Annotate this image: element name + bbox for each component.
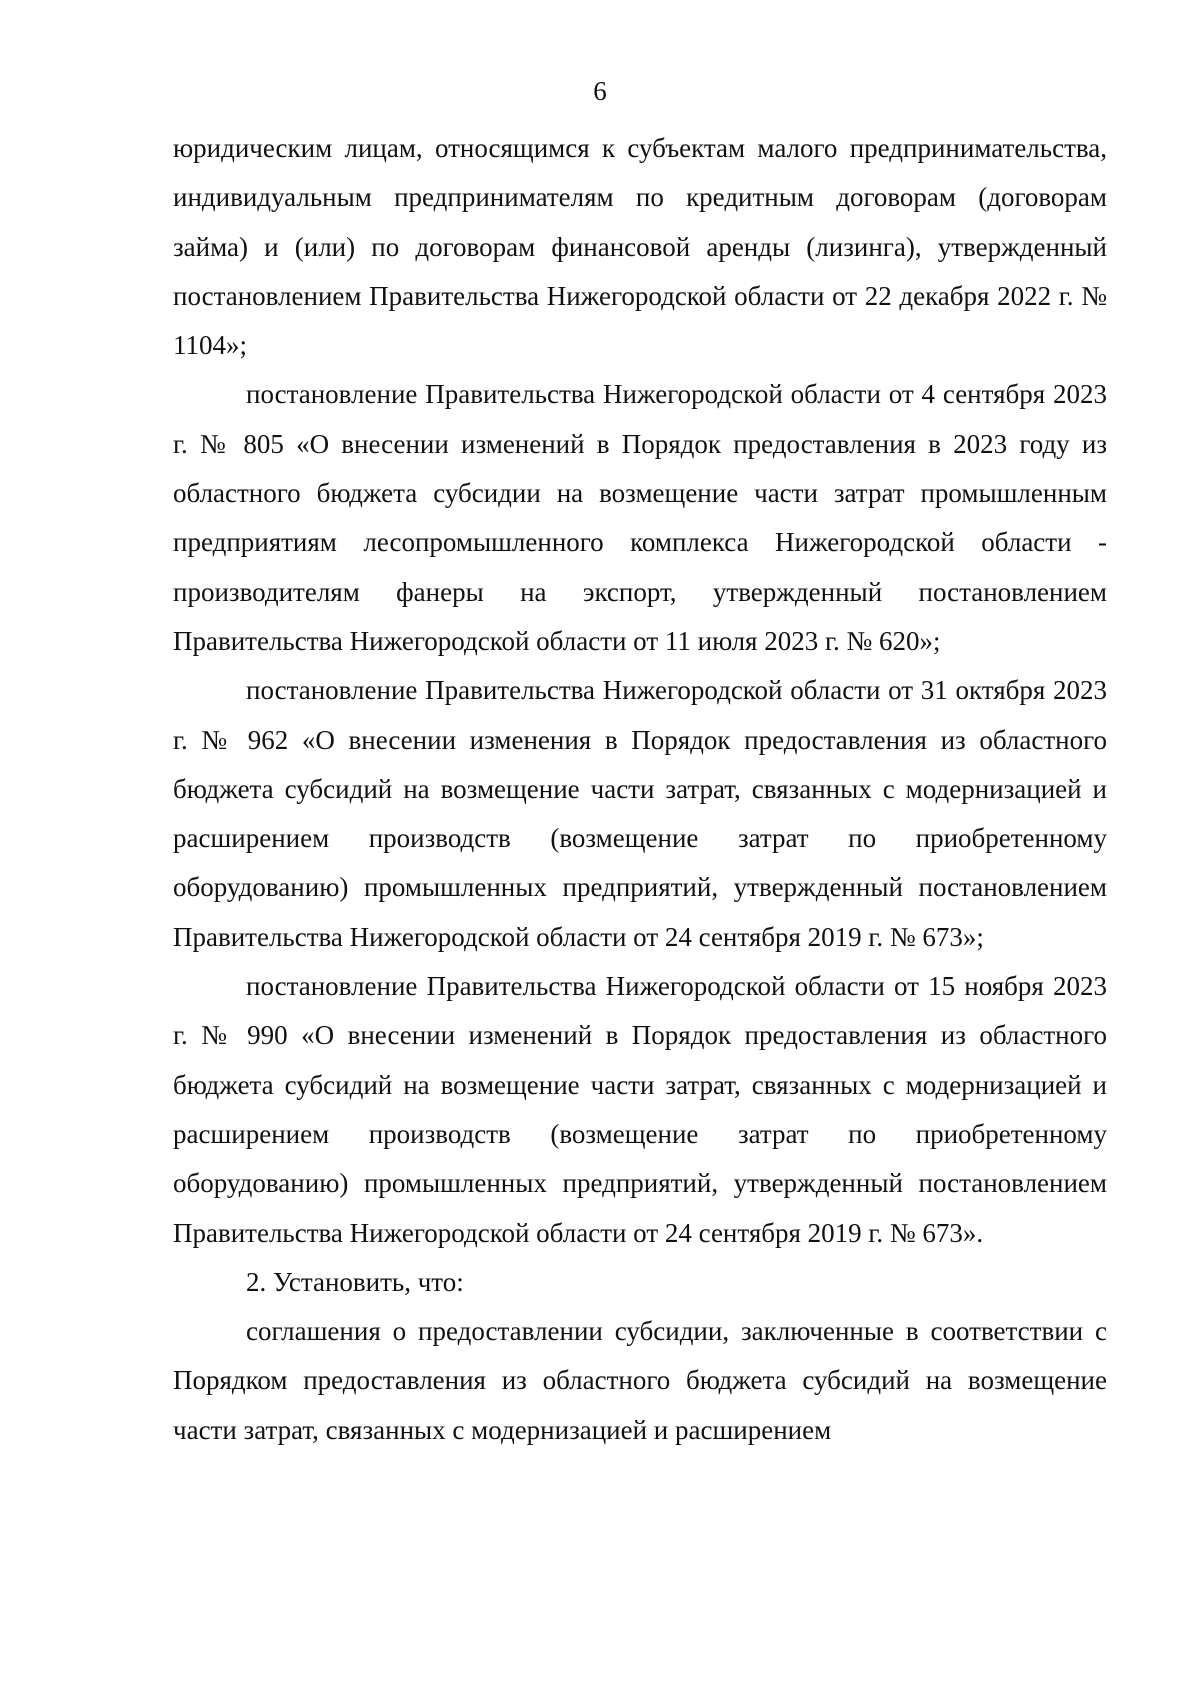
document-body <box>173 124 1107 1455</box>
paragraph-continuation: юридическим лицам, относящимся к субъектам малого предпринимательства, индивидуальным предпринимателям по кредитным договорам (договорам займа) и (или) по договорам финансовой аренды (лизинга), утвержденный постановлением Правительства Нижегородской области от 22 декабря 2022 г. № 1104»; <box>173 133 1107 361</box>
paragraph-resolution-805: постановление Правительства Нижегородской области от 4 сентября 2023 г. № 805 «О внесении изменений в Порядок предоставления в 2023 году из областного бюджета субсидии на возмещение части затрат промышленным предприятиям лесопромышленного комплекса Нижегородской области - производителям фанеры на экспорт, утвержденный постановлением Правительства Нижегородской области от 11 июля 2023 г. № 620»; <box>173 379 1107 656</box>
paragraph-resolution-990: постановление Правительства Нижегородской области от 15 ноября 2023 г. № 990 «О внесении изменений в Порядок предоставления из областного бюджета субсидий на возмещение части затрат, связанных с модернизацией и расширением производств (возмещение затрат по приобретенному оборудованию) промышленных предприятий, утвержденный постановлением Правительства Нижегородской области от 24 сентября 2019 г. № 673». <box>173 971 1107 1248</box>
paragraph-resolution-962: постановление Правительства Нижегородской области от 31 октября 2023 г. № 962 «О внесении изменения в Порядок предоставления из областного бюджета субсидий на возмещение части затрат, связанных с модернизацией и расширением производств (возмещение затрат по приобретенному оборудованию) промышленных предприятий, утвержденный постановлением Правительства Нижегородской области от 24 сентября 2019 г. № 673»; <box>173 675 1107 952</box>
page-number: 6 <box>593 76 607 106</box>
paragraph-agreements: соглашения о предоставлении субсидии, заключенные в соответствии с Порядком предоставления из областного бюджета субсидий на возмещение части затрат, связанных с модернизацией и расширением <box>173 1316 1107 1445</box>
paragraph-clause-2: 2. Установить, что: <box>246 1266 464 1297</box>
